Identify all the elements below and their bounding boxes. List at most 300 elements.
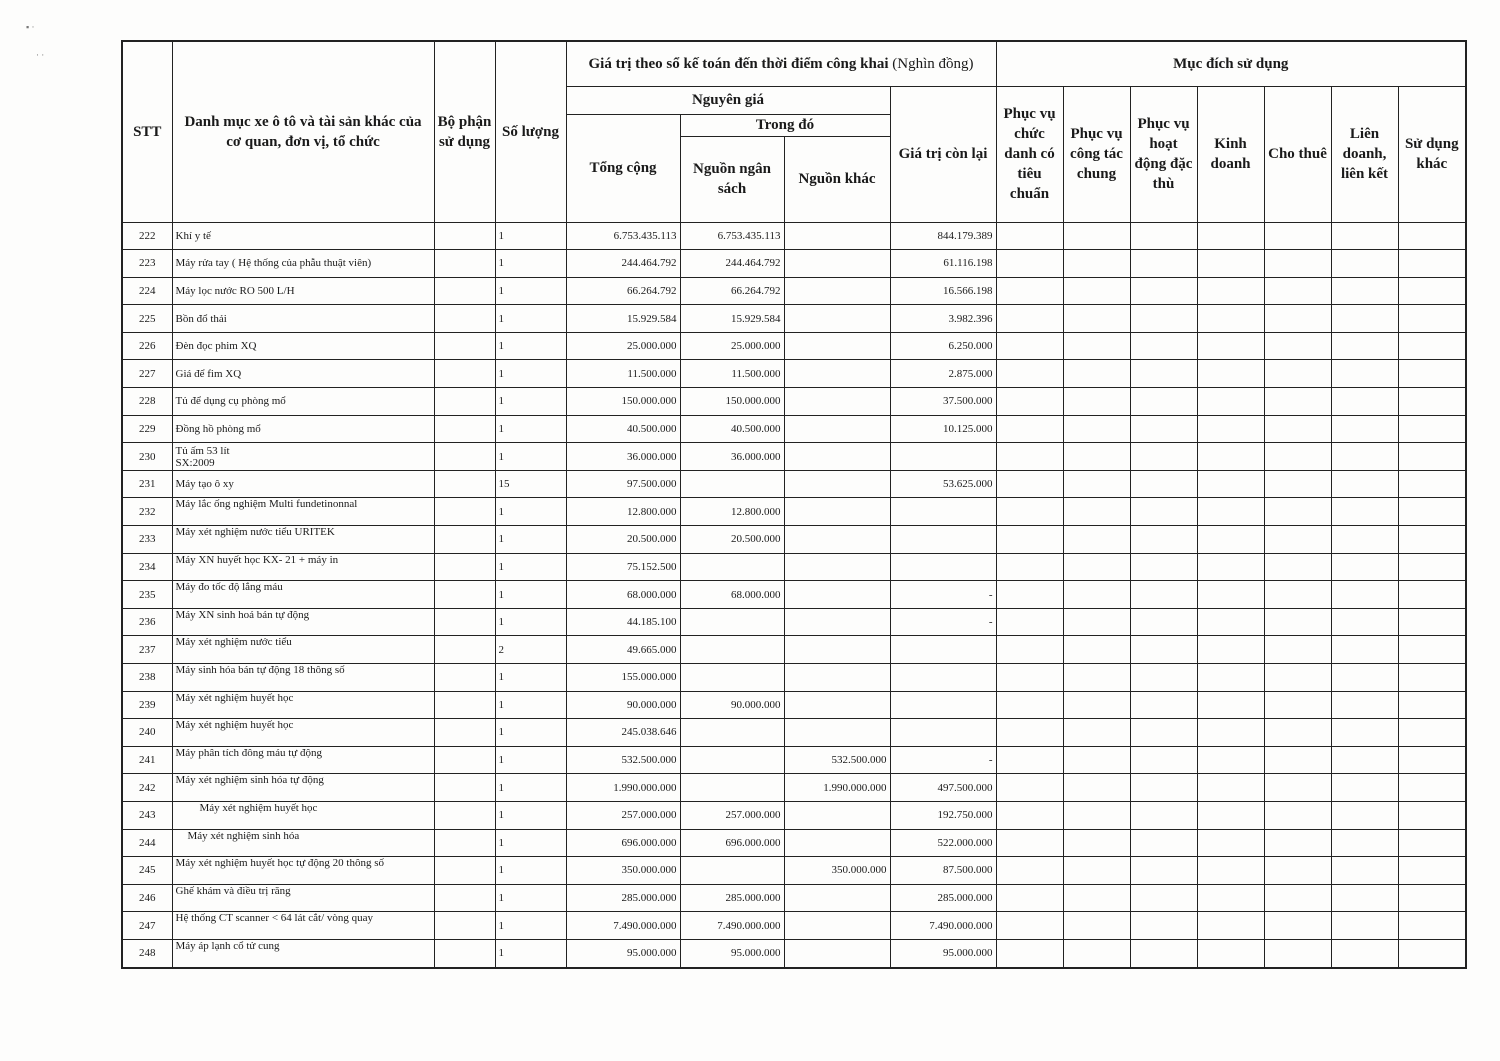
- row-total: 244.464.792: [566, 250, 680, 278]
- row-remaining: 10.125.000: [890, 415, 996, 443]
- row-purpose-cell: [1331, 636, 1398, 664]
- row-purpose-cell: [1331, 388, 1398, 416]
- row-total: 66.264.792: [566, 277, 680, 305]
- row-budget: 7.490.000.000: [680, 912, 784, 940]
- row-name-text: Máy phân tích đông máu tự động: [175, 746, 322, 759]
- row-other-source: [784, 553, 890, 581]
- row-purpose-cell: [1130, 305, 1197, 333]
- header-budget: Nguồn ngân sách: [680, 136, 784, 222]
- row-name: [172, 884, 434, 912]
- table-row: [122, 498, 1466, 526]
- row-purpose-cell: [1063, 719, 1130, 747]
- row-purpose-cell: [1063, 912, 1130, 940]
- row-name: [172, 332, 434, 360]
- row-purpose-cell: [1398, 388, 1466, 416]
- row-name-text: Máy tạo ô xy: [175, 478, 234, 491]
- row-dept: [434, 857, 495, 885]
- row-budget: 40.500.000: [680, 415, 784, 443]
- row-purpose-cell: [1398, 498, 1466, 526]
- row-purpose-cell: [1264, 912, 1331, 940]
- row-qty: 1: [495, 719, 566, 747]
- row-other-source: [784, 388, 890, 416]
- row-purpose-cell: [1130, 774, 1197, 802]
- header-other-source: Nguồn khác: [784, 136, 890, 222]
- row-budget: 68.000.000: [680, 581, 784, 609]
- row-purpose-cell: [1063, 332, 1130, 360]
- row-purpose-cell: [1063, 470, 1130, 498]
- row-purpose-cell: [996, 498, 1063, 526]
- row-remaining: -: [890, 746, 996, 774]
- row-purpose-cell: [1398, 636, 1466, 664]
- row-purpose-cell: [1398, 857, 1466, 885]
- row-name: [172, 305, 434, 333]
- row-name-text: Máy XN huyết học KX- 21 + máy in: [175, 553, 339, 566]
- row-name: [172, 526, 434, 554]
- table-row: [122, 581, 1466, 609]
- row-purpose-cell: [1197, 250, 1264, 278]
- row-total: 696.000.000: [566, 829, 680, 857]
- row-remaining: [890, 664, 996, 692]
- row-name: [172, 664, 434, 692]
- row-name-line2: SX:2009: [175, 456, 215, 469]
- row-purpose-cell: [1398, 801, 1466, 829]
- row-qty: 1: [495, 498, 566, 526]
- row-purpose-cell: [1063, 553, 1130, 581]
- row-dept: [434, 829, 495, 857]
- row-dept: [434, 636, 495, 664]
- row-name-text: Ghế khám và điều trị răng: [175, 884, 291, 897]
- row-dept: [434, 884, 495, 912]
- row-purpose-cell: [1197, 746, 1264, 774]
- header-value-group-unit: (Nghìn đồng): [892, 55, 974, 72]
- row-total: 36.000.000: [566, 443, 680, 471]
- row-name-text: Máy lắc ống nghiệm Multi fundetinonnal: [175, 498, 358, 511]
- row-purpose-cell: [1398, 829, 1466, 857]
- row-budget: 285.000.000: [680, 884, 784, 912]
- row-purpose-cell: [1130, 222, 1197, 250]
- table-row: [122, 388, 1466, 416]
- row-purpose-cell: [1398, 691, 1466, 719]
- row-purpose-cell: [1130, 332, 1197, 360]
- row-dept: [434, 774, 495, 802]
- row-budget: [680, 719, 784, 747]
- row-purpose-cell: [1197, 857, 1264, 885]
- row-budget: 90.000.000: [680, 691, 784, 719]
- row-purpose-cell: [1130, 553, 1197, 581]
- row-purpose-cell: [1130, 636, 1197, 664]
- table-row: [122, 222, 1466, 250]
- table-row: [122, 829, 1466, 857]
- row-budget: 696.000.000: [680, 829, 784, 857]
- row-purpose-cell: [996, 553, 1063, 581]
- row-purpose-cell: [1063, 305, 1130, 333]
- table-row: [122, 305, 1466, 333]
- row-purpose-cell: [1331, 608, 1398, 636]
- row-qty: 1: [495, 443, 566, 471]
- row-total: 90.000.000: [566, 691, 680, 719]
- row-other-source: [784, 526, 890, 554]
- row-purpose-cell: [1331, 801, 1398, 829]
- row-total: 7.490.000.000: [566, 912, 680, 940]
- row-purpose-cell: [1331, 939, 1398, 967]
- row-qty: 1: [495, 360, 566, 388]
- row-remaining: 16.566.198: [890, 277, 996, 305]
- row-name-text: Máy XN sinh hoá bán tự động: [175, 608, 310, 621]
- row-name-text: Máy lọc nước RO 500 L/H: [175, 284, 295, 297]
- row-name-text: Máy xét nghiệm huyết học: [175, 719, 294, 732]
- row-stt: 247: [122, 912, 172, 940]
- row-total: 245.038.646: [566, 719, 680, 747]
- row-purpose-cell: [1264, 801, 1331, 829]
- row-name: [172, 691, 434, 719]
- row-purpose-cell: [1130, 443, 1197, 471]
- row-purpose-cell: [996, 443, 1063, 471]
- row-purpose-cell: [1197, 884, 1264, 912]
- table-row: [122, 443, 1466, 471]
- row-total: 68.000.000: [566, 581, 680, 609]
- row-remaining: 497.500.000: [890, 774, 996, 802]
- row-purpose-cell: [996, 581, 1063, 609]
- row-purpose-cell: [1264, 277, 1331, 305]
- row-name-text: Giá để fim XQ: [175, 367, 242, 380]
- row-stt: 240: [122, 719, 172, 747]
- row-purpose-cell: [1264, 415, 1331, 443]
- row-total: 532.500.000: [566, 746, 680, 774]
- row-remaining: [890, 553, 996, 581]
- row-remaining: 95.000.000: [890, 939, 996, 967]
- row-purpose-cell: [1331, 691, 1398, 719]
- row-purpose-cell: [1264, 691, 1331, 719]
- row-other-source: [784, 415, 890, 443]
- row-purpose-cell: [1130, 912, 1197, 940]
- row-remaining: 2.875.000: [890, 360, 996, 388]
- row-total: 75.152.500: [566, 553, 680, 581]
- row-dept: [434, 553, 495, 581]
- row-purpose-cell: [1331, 250, 1398, 278]
- row-total: 20.500.000: [566, 526, 680, 554]
- row-purpose-cell: [1197, 691, 1264, 719]
- row-purpose-cell: [1063, 857, 1130, 885]
- row-qty: 1: [495, 222, 566, 250]
- row-budget: [680, 608, 784, 636]
- row-purpose-cell: [1264, 305, 1331, 333]
- row-total: 44.185.100: [566, 608, 680, 636]
- row-name: [172, 829, 434, 857]
- row-budget: 25.000.000: [680, 332, 784, 360]
- row-purpose-cell: [1264, 939, 1331, 967]
- row-purpose-cell: [1264, 250, 1331, 278]
- row-stt: 236: [122, 608, 172, 636]
- row-name: [172, 608, 434, 636]
- row-stt: 222: [122, 222, 172, 250]
- row-total: 25.000.000: [566, 332, 680, 360]
- row-purpose-cell: [1331, 415, 1398, 443]
- row-dept: [434, 746, 495, 774]
- row-purpose-cell: [1130, 360, 1197, 388]
- row-purpose-cell: [1331, 746, 1398, 774]
- row-remaining: [890, 636, 996, 664]
- row-stt: 228: [122, 388, 172, 416]
- row-purpose-cell: [1197, 608, 1264, 636]
- row-name-text: Khí y tế: [175, 229, 211, 242]
- row-purpose-cell: [1130, 719, 1197, 747]
- row-dept: [434, 360, 495, 388]
- row-remaining: 3.982.396: [890, 305, 996, 333]
- row-stt: 246: [122, 884, 172, 912]
- row-purpose-cell: [1197, 470, 1264, 498]
- row-qty: 1: [495, 250, 566, 278]
- row-name: [172, 498, 434, 526]
- row-name-text: Máy xét nghiệm sinh hóa: [187, 829, 300, 842]
- row-other-source: 1.990.000.000: [784, 774, 890, 802]
- row-purpose-cell: [1197, 305, 1264, 333]
- row-total: 1.990.000.000: [566, 774, 680, 802]
- row-dept: [434, 581, 495, 609]
- row-purpose-cell: [1398, 553, 1466, 581]
- row-purpose-cell: [1398, 415, 1466, 443]
- row-name: [172, 636, 434, 664]
- row-name-text: Máy xét nghiệm huyết học: [175, 691, 294, 704]
- row-purpose-cell: [1197, 388, 1264, 416]
- row-dept: [434, 222, 495, 250]
- row-remaining: 7.490.000.000: [890, 912, 996, 940]
- row-purpose-cell: [1130, 470, 1197, 498]
- row-purpose-cell: [996, 360, 1063, 388]
- row-purpose-cell: [1197, 222, 1264, 250]
- row-other-source: [784, 250, 890, 278]
- row-purpose-cell: [1063, 222, 1130, 250]
- row-purpose-cell: [996, 939, 1063, 967]
- row-budget: 15.929.584: [680, 305, 784, 333]
- row-name: [172, 912, 434, 940]
- row-remaining: 61.116.198: [890, 250, 996, 278]
- row-purpose-cell: [996, 664, 1063, 692]
- row-purpose-cell: [996, 912, 1063, 940]
- row-name: [172, 581, 434, 609]
- row-budget: [680, 470, 784, 498]
- row-purpose-cell: [1331, 526, 1398, 554]
- row-purpose-cell: [1331, 829, 1398, 857]
- row-dept: [434, 939, 495, 967]
- row-purpose-cell: [996, 526, 1063, 554]
- row-name: [172, 388, 434, 416]
- table-row: [122, 912, 1466, 940]
- row-purpose-cell: [1197, 664, 1264, 692]
- row-budget: 150.000.000: [680, 388, 784, 416]
- row-purpose-cell: [1331, 553, 1398, 581]
- row-other-source: [784, 360, 890, 388]
- row-total: 11.500.000: [566, 360, 680, 388]
- row-name: [172, 277, 434, 305]
- row-stt: 226: [122, 332, 172, 360]
- row-purpose-cell: [1264, 332, 1331, 360]
- row-purpose-cell: [1398, 277, 1466, 305]
- row-dept: [434, 388, 495, 416]
- row-budget: [680, 664, 784, 692]
- row-other-source: [784, 801, 890, 829]
- row-purpose-cell: [1063, 664, 1130, 692]
- row-name-text: Máy xét nghiệm nước tiểu: [175, 636, 292, 649]
- row-qty: 1: [495, 388, 566, 416]
- header-qty: Số lượng: [495, 41, 566, 222]
- row-purpose-cell: [1130, 691, 1197, 719]
- row-purpose-cell: [1197, 581, 1264, 609]
- row-purpose-cell: [996, 250, 1063, 278]
- row-dept: [434, 691, 495, 719]
- row-purpose-cell: [1264, 360, 1331, 388]
- row-qty: 1: [495, 939, 566, 967]
- row-qty: 15: [495, 470, 566, 498]
- row-other-source: [784, 470, 890, 498]
- table-row: [122, 691, 1466, 719]
- row-purpose-cell: [996, 415, 1063, 443]
- row-other-source: [784, 884, 890, 912]
- table-row: [122, 332, 1466, 360]
- row-purpose-cell: [1063, 277, 1130, 305]
- row-purpose-cell: [1063, 829, 1130, 857]
- row-purpose-cell: [1264, 608, 1331, 636]
- row-qty: 1: [495, 526, 566, 554]
- row-name-text: Bồn đổ thải: [175, 312, 227, 325]
- row-purpose-cell: [1331, 332, 1398, 360]
- row-purpose-cell: [1264, 498, 1331, 526]
- row-remaining: [890, 691, 996, 719]
- row-name-text: Máy đo tốc độ lắng máu: [175, 581, 283, 594]
- row-purpose-cell: [1398, 746, 1466, 774]
- row-other-source: [784, 912, 890, 940]
- table-body: [122, 222, 1466, 968]
- row-stt: 242: [122, 774, 172, 802]
- row-purpose-cell: [1130, 415, 1197, 443]
- row-purpose-cell: [996, 277, 1063, 305]
- row-remaining: 844.179.389: [890, 222, 996, 250]
- row-purpose-cell: [1331, 360, 1398, 388]
- row-purpose-cell: [1197, 332, 1264, 360]
- row-name-text: Tủ để dụng cụ phòng mổ: [175, 395, 286, 408]
- row-name: [172, 415, 434, 443]
- row-other-source: [784, 581, 890, 609]
- row-qty: 1: [495, 664, 566, 692]
- row-purpose-cell: [1398, 332, 1466, 360]
- row-total: 350.000.000: [566, 857, 680, 885]
- row-purpose-cell: [1130, 250, 1197, 278]
- row-stt: 225: [122, 305, 172, 333]
- row-purpose-cell: [1331, 857, 1398, 885]
- row-total: 97.500.000: [566, 470, 680, 498]
- row-purpose-cell: [1197, 829, 1264, 857]
- row-purpose-cell: [1264, 443, 1331, 471]
- row-remaining: 285.000.000: [890, 884, 996, 912]
- table-row: [122, 857, 1466, 885]
- row-stt: 245: [122, 857, 172, 885]
- row-remaining: [890, 498, 996, 526]
- row-purpose-cell: [1398, 470, 1466, 498]
- row-stt: 234: [122, 553, 172, 581]
- row-qty: 1: [495, 691, 566, 719]
- row-budget: 20.500.000: [680, 526, 784, 554]
- row-purpose-cell: [1063, 250, 1130, 278]
- row-other-source: [784, 608, 890, 636]
- row-purpose-cell: [1130, 829, 1197, 857]
- row-purpose-cell: [1197, 360, 1264, 388]
- row-purpose-cell: [996, 884, 1063, 912]
- row-purpose-cell: [1063, 388, 1130, 416]
- header-purpose-title: Phục vụ chức danh có tiêu chuẩn: [996, 86, 1063, 222]
- table-row: [122, 719, 1466, 747]
- row-purpose-cell: [1063, 884, 1130, 912]
- row-total: 285.000.000: [566, 884, 680, 912]
- row-purpose-cell: [1197, 443, 1264, 471]
- row-budget: 36.000.000: [680, 443, 784, 471]
- row-purpose-cell: [1398, 581, 1466, 609]
- header-purpose-business: Kinh doanh: [1197, 86, 1264, 222]
- row-purpose-cell: [1063, 636, 1130, 664]
- table-row: [122, 746, 1466, 774]
- row-purpose-cell: [1063, 498, 1130, 526]
- row-other-source: [784, 664, 890, 692]
- row-stt: 230: [122, 443, 172, 471]
- header-purpose-general: Phục vụ công tác chung: [1063, 86, 1130, 222]
- row-remaining: -: [890, 608, 996, 636]
- row-stt: 223: [122, 250, 172, 278]
- row-dept: [434, 305, 495, 333]
- row-dept: [434, 498, 495, 526]
- header-original: Nguyên giá: [566, 86, 890, 114]
- row-purpose-cell: [1331, 277, 1398, 305]
- row-stt: 248: [122, 939, 172, 967]
- row-stt: 237: [122, 636, 172, 664]
- row-purpose-cell: [996, 691, 1063, 719]
- row-total: 155.000.000: [566, 664, 680, 692]
- row-name-text: Máy xét nghiệm huyết học: [199, 801, 318, 814]
- row-budget: [680, 857, 784, 885]
- row-qty: 1: [495, 305, 566, 333]
- row-purpose-cell: [1264, 884, 1331, 912]
- header-purpose-rent: Cho thuê: [1264, 86, 1331, 222]
- row-purpose-cell: [1063, 939, 1130, 967]
- row-budget: [680, 774, 784, 802]
- row-purpose-cell: [996, 305, 1063, 333]
- table-row: [122, 884, 1466, 912]
- scan-speck: ▪ ·: [26, 22, 35, 32]
- row-stt: 239: [122, 691, 172, 719]
- row-dept: [434, 912, 495, 940]
- row-stt: 227: [122, 360, 172, 388]
- row-dept: [434, 250, 495, 278]
- row-total: 95.000.000: [566, 939, 680, 967]
- row-purpose-cell: [996, 801, 1063, 829]
- row-other-source: 350.000.000: [784, 857, 890, 885]
- row-other-source: [784, 443, 890, 471]
- row-budget: [680, 553, 784, 581]
- row-purpose-cell: [1331, 222, 1398, 250]
- row-name-text: Máy rửa tay ( Hệ thống của phẫu thuật viên): [175, 257, 372, 270]
- row-other-source: [784, 222, 890, 250]
- row-remaining: [890, 443, 996, 471]
- row-purpose-cell: [1130, 581, 1197, 609]
- row-purpose-cell: [1264, 470, 1331, 498]
- row-purpose-cell: [1264, 553, 1331, 581]
- row-stt: 231: [122, 470, 172, 498]
- row-purpose-cell: [1398, 305, 1466, 333]
- row-purpose-cell: [1063, 746, 1130, 774]
- row-name: [172, 553, 434, 581]
- row-purpose-cell: [1197, 498, 1264, 526]
- row-remaining: 87.500.000: [890, 857, 996, 885]
- header-of-which: Trong đó: [680, 114, 890, 136]
- row-purpose-cell: [996, 857, 1063, 885]
- row-purpose-cell: [1398, 912, 1466, 940]
